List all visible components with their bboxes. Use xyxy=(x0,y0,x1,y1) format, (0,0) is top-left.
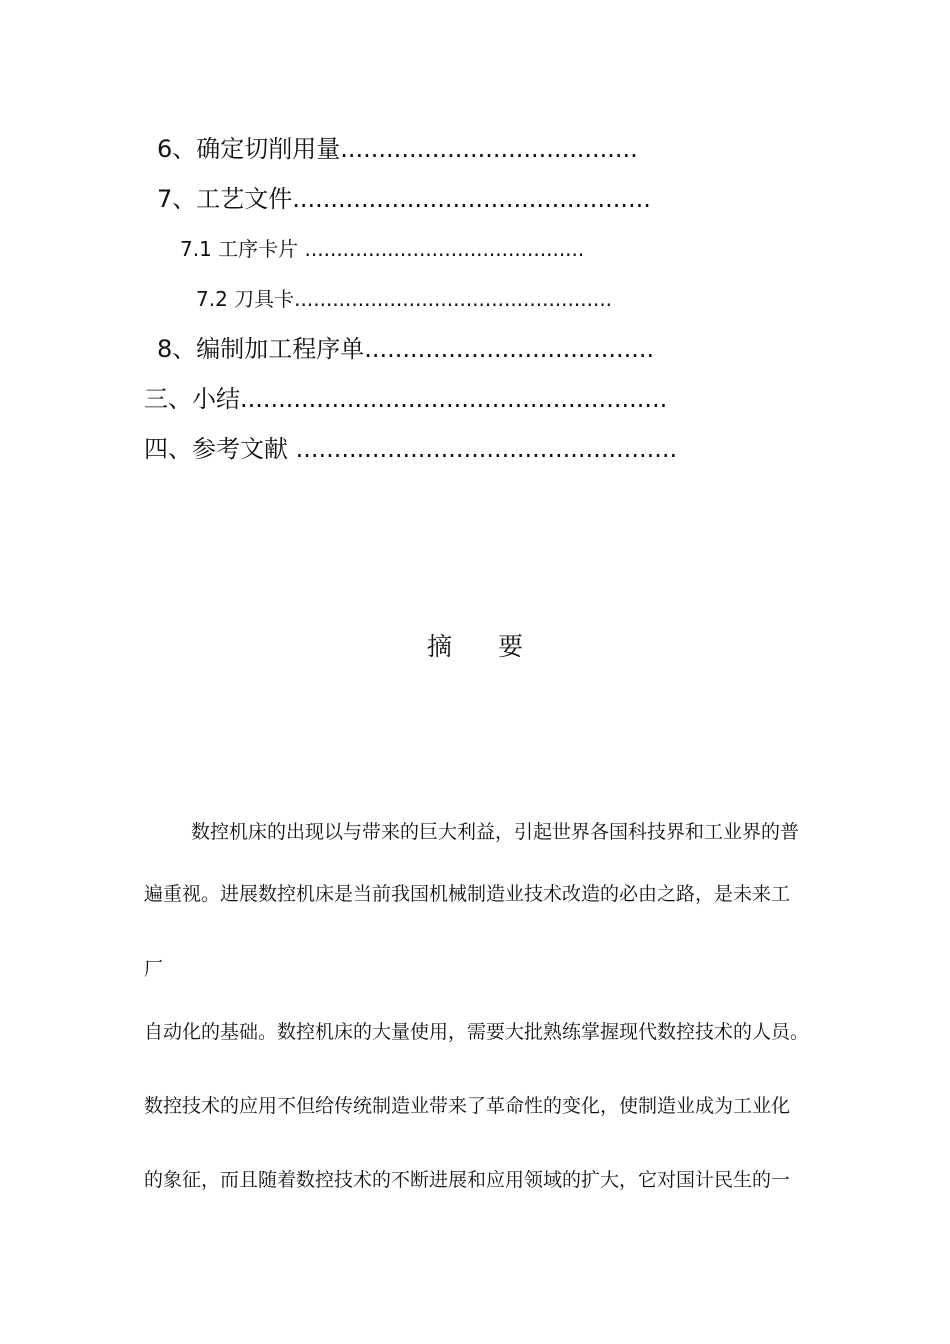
toc-item[interactable] xyxy=(157,187,651,211)
toc-item-label: 7.2 刀具卡 xyxy=(196,287,295,311)
toc-item[interactable] xyxy=(144,387,667,411)
abstract-line: 的象征，而且随着数控技术的不断进展和应用领域的扩大，它对国计民生的一 xyxy=(144,1169,791,1191)
toc-leader-dots: ............................................ xyxy=(304,237,585,261)
toc-leader-dots: .................................................. xyxy=(294,287,613,311)
abstract-line: 自动化的基础。数控机床的大量使用，需要大批熟练掌握现代数控技术的人员。 xyxy=(144,1021,810,1043)
abstract-line: 数控技术的应用不但给传统制造业带来了革命性的变化，使制造业成为工业化 xyxy=(144,1095,791,1117)
abstract-line: 遍重视。进展数控机床是当前我国机械制造业技术改造的必由之路，是未来工 xyxy=(144,883,791,905)
toc-leader-dots: .................................................. xyxy=(295,435,678,463)
toc-item-label: 7.1 工序卡片 xyxy=(180,237,305,261)
toc-subitem[interactable] xyxy=(196,289,612,309)
toc-item[interactable] xyxy=(157,337,654,361)
toc-leader-dots: ...................................... xyxy=(364,335,655,363)
abstract-heading-char: 摘 xyxy=(426,632,452,661)
abstract-heading xyxy=(0,634,950,659)
toc-leader-dots: ........................................................ xyxy=(240,385,668,413)
toc-item-label: 三、小结 xyxy=(144,385,240,413)
toc-item[interactable] xyxy=(144,437,677,461)
abstract-line: 厂 xyxy=(144,958,164,980)
toc-item[interactable] xyxy=(157,137,638,161)
abstract-line: 数控机床的出现以与带来的巨大利益，引起世界各国科技界和工业界的普 xyxy=(191,821,800,843)
abstract-heading-char: 要 xyxy=(498,632,524,661)
toc-subitem[interactable] xyxy=(180,239,584,259)
toc-item-label: 8、编制加工程序单 xyxy=(157,335,365,363)
toc-item-label: 6、确定切削用量 xyxy=(157,135,341,163)
toc-item-label: 7、工艺文件 xyxy=(157,185,293,213)
toc-item-label: 四、参考文献 xyxy=(144,435,296,463)
toc-leader-dots: ....................................... xyxy=(340,135,638,163)
toc-leader-dots: ............................................... xyxy=(292,185,651,213)
